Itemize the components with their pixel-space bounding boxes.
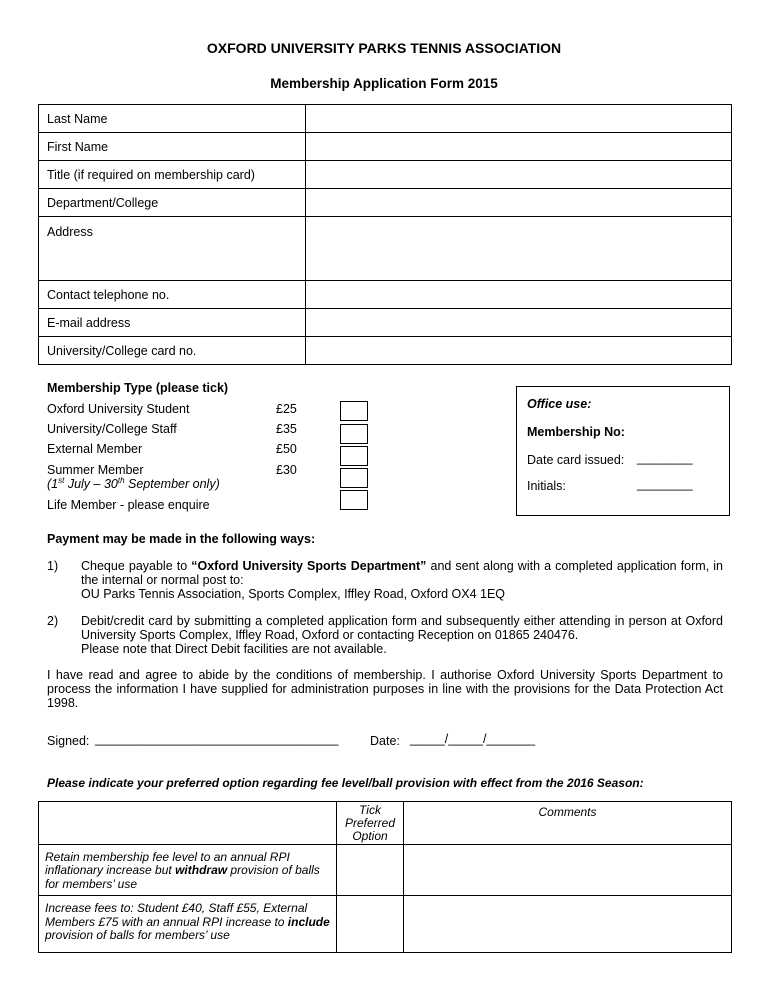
payment-item-number: 2) bbox=[47, 614, 59, 628]
field-label: Address bbox=[39, 217, 306, 281]
option-text-retain: Retain membership fee level to an annual RPI inflationary increase but withdraw provision of balls for members’ use bbox=[39, 845, 337, 896]
tick-cell-option-1[interactable] bbox=[337, 845, 404, 896]
office-use-box bbox=[516, 386, 730, 516]
membership-type-label: Oxford University Student bbox=[47, 402, 190, 416]
comments-cell-option-1[interactable] bbox=[404, 845, 732, 896]
field-row-card-no bbox=[39, 337, 732, 365]
preference-option-row bbox=[39, 845, 732, 896]
preference-header-row bbox=[39, 802, 732, 845]
field-row-title bbox=[39, 161, 732, 189]
comments-column-header: Comments bbox=[404, 802, 732, 845]
membership-fee: £30 bbox=[276, 463, 297, 477]
initials-line: ________ bbox=[637, 477, 693, 491]
life-checkbox[interactable] bbox=[340, 490, 368, 510]
summer-checkbox[interactable] bbox=[340, 468, 368, 488]
signed-label: Signed: bbox=[47, 734, 90, 748]
membership-no-label: Membership No: bbox=[527, 425, 625, 439]
membership-fee: £25 bbox=[276, 402, 297, 416]
field-row-telephone bbox=[39, 281, 732, 309]
office-use-heading: Office use: bbox=[527, 397, 592, 411]
form-title: OXFORD UNIVERSITY PARKS TENNIS ASSOCIATION bbox=[206, 40, 562, 56]
payment-item-cheque: Cheque payable to “Oxford University Sports Department” and sent along with a completed application form, in the internal or normal post to: OU Parks Tennis Association, Sports Complex, Iffley Road, Oxford OX4 1EQ bbox=[81, 559, 723, 601]
telephone-field[interactable] bbox=[306, 281, 732, 309]
field-label: E-mail address bbox=[39, 309, 306, 337]
comments-cell-option-2[interactable] bbox=[404, 896, 732, 953]
option-header-cell bbox=[39, 802, 337, 845]
staff-checkbox[interactable] bbox=[340, 424, 368, 444]
membership-type-label: University/College Staff bbox=[47, 422, 177, 436]
title-field[interactable] bbox=[306, 161, 732, 189]
first-name-field[interactable] bbox=[306, 133, 732, 161]
field-row-department bbox=[39, 189, 732, 217]
signature-line[interactable]: ___________________________________ bbox=[95, 732, 339, 746]
initials-label: Initials: bbox=[527, 479, 566, 493]
external-checkbox[interactable] bbox=[340, 446, 368, 466]
payment-heading: Payment may be made in the following ways: bbox=[47, 532, 316, 546]
field-label: Department/College bbox=[39, 189, 306, 217]
declaration-text: I have read and agree to abide by the conditions of membership. I authorise Oxford University Sports Department to process the information I have supplied for administration purposes in line with the provisions for the Data Protection Act 1998. bbox=[47, 668, 723, 710]
date-label: Date: bbox=[370, 734, 400, 748]
preference-heading: Please indicate your preferred option regarding fee level/ball provision with effect from the 2016 Season: bbox=[47, 776, 644, 790]
summer-member-note: (1st July – 30th September only) bbox=[47, 476, 220, 492]
membership-fee: £50 bbox=[276, 442, 297, 456]
tick-cell-option-2[interactable] bbox=[337, 896, 404, 953]
applicant-details-table bbox=[38, 104, 732, 365]
field-row-email bbox=[39, 309, 732, 337]
date-issued-line: ________ bbox=[637, 451, 693, 465]
field-row-first-name bbox=[39, 133, 732, 161]
payment-item-card: Debit/credit card by submitting a completed application form and subsequently either attending in person at Oxford University Sports Complex, Iffley Road, Oxford or contacting Reception on 01865 240476. Please note that Direct Debit facilities are not available. bbox=[81, 614, 723, 656]
field-label: Contact telephone no. bbox=[39, 281, 306, 309]
form-subtitle: Membership Application Form 2015 bbox=[270, 76, 498, 91]
membership-type-heading: Membership Type (please tick) bbox=[47, 381, 229, 395]
field-row-address bbox=[39, 217, 732, 281]
preference-option-row bbox=[39, 896, 732, 953]
student-checkbox[interactable] bbox=[340, 401, 368, 421]
last-name-field[interactable] bbox=[306, 105, 732, 133]
field-label: First Name bbox=[39, 133, 306, 161]
address-field[interactable] bbox=[306, 217, 732, 281]
date-issued-label: Date card issued: bbox=[527, 453, 625, 467]
field-row-last-name bbox=[39, 105, 732, 133]
card-no-field[interactable] bbox=[306, 337, 732, 365]
department-field[interactable] bbox=[306, 189, 732, 217]
field-label: Title (if required on membership card) bbox=[39, 161, 306, 189]
membership-fee: £35 bbox=[276, 422, 297, 436]
membership-type-label: Summer Member bbox=[47, 463, 144, 477]
preference-table bbox=[38, 801, 732, 953]
payment-item-number: 1) bbox=[47, 559, 59, 573]
field-label: Last Name bbox=[39, 105, 306, 133]
field-label: University/College card no. bbox=[39, 337, 306, 365]
membership-type-label: Life Member - please enquire bbox=[47, 498, 210, 512]
email-field[interactable] bbox=[306, 309, 732, 337]
tick-column-header: Tick Preferred Option bbox=[337, 802, 404, 845]
option-text-increase: Increase fees to: Student £40, Staff £55, External Members £75 with an annual RPI increase to include provision of balls for members’ use bbox=[39, 896, 337, 953]
date-line[interactable]: _____/_____/_______ bbox=[410, 732, 536, 746]
membership-type-label: External Member bbox=[47, 442, 143, 456]
